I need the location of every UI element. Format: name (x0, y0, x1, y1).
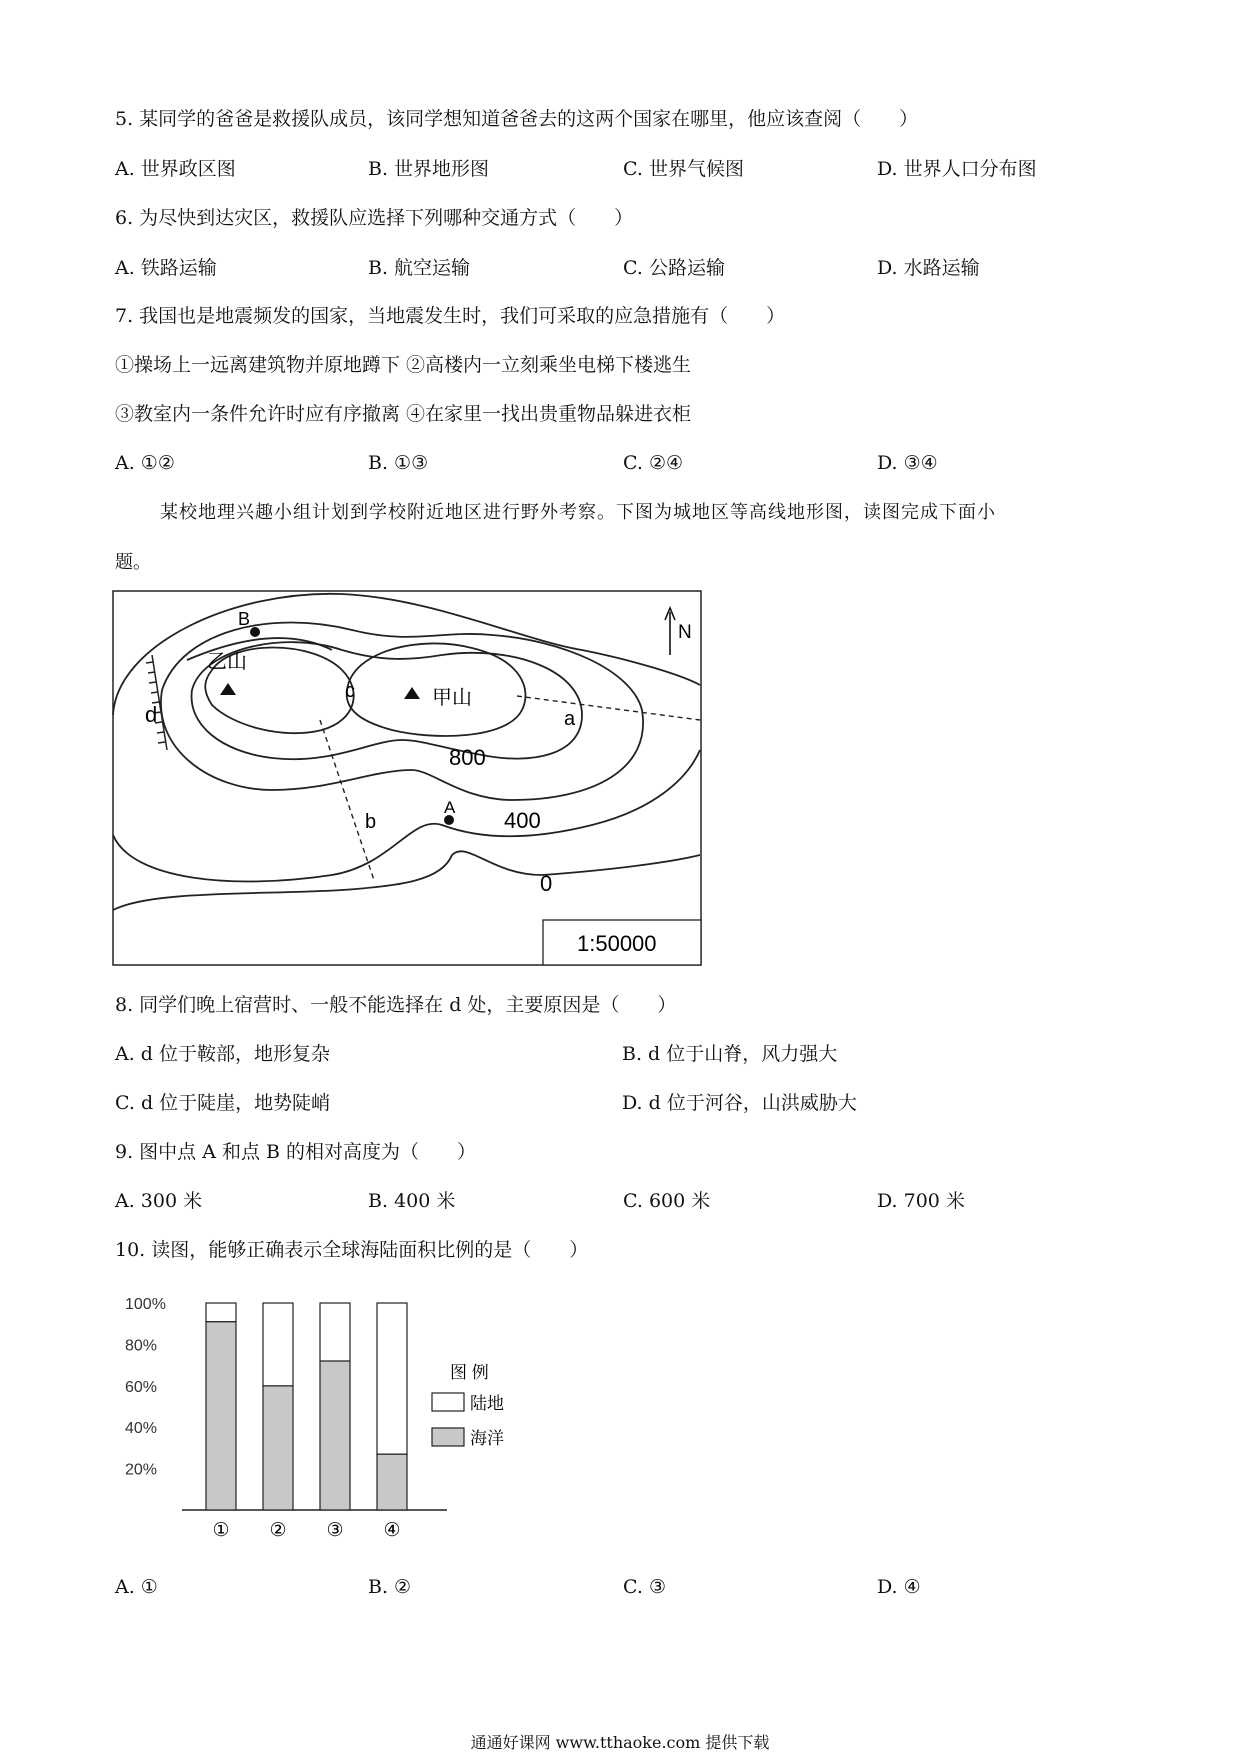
bar-ocean (377, 1454, 407, 1510)
map-frame (113, 591, 701, 965)
q7-option-b[interactable]: B. ①③ (368, 452, 429, 474)
legend-ocean-label: 海洋 (470, 1429, 504, 1448)
bar-land (263, 1303, 293, 1386)
q7-option-d[interactable]: D. ③④ (877, 452, 938, 474)
question-10-stem: 10. 读图，能够正确表示全球海陆面积比例的是（ ） (115, 1239, 589, 1261)
q6-option-a[interactable]: A. 铁路运输 (115, 257, 217, 279)
contour-map (112, 590, 702, 966)
label-b: B (238, 609, 251, 629)
x-category-label: ④ (383, 1520, 401, 1541)
q7-option-c[interactable]: C. ②④ (623, 452, 684, 474)
y-tick-label: 20% (125, 1461, 158, 1479)
label-a: a (564, 708, 576, 730)
q5-option-c[interactable]: C. 世界气候图 (623, 158, 744, 180)
label-d: d (145, 702, 158, 727)
q8-option-b[interactable]: B. d 位于山脊，风力强大 (622, 1043, 838, 1065)
label-yishan: 乙山 (207, 651, 247, 673)
q10-option-d[interactable]: D. ④ (877, 1576, 921, 1598)
label-b-valley: b (365, 811, 377, 833)
q9-option-d[interactable]: D. 700 米 (877, 1190, 965, 1212)
x-category-label: ② (269, 1520, 287, 1541)
q9-option-a[interactable]: A. 300 米 (115, 1190, 203, 1212)
footer-watermark: 通通好课网 www.tthaoke.com 提供下载 (470, 1733, 770, 1752)
section-intro: 某校地理兴趣小组计划到学校附近地区进行野外考察。下图为城地区等高线地形图，读图完成下面小 (160, 502, 996, 523)
question-8-stem: 8. 同学们晚上宿营时、一般不能选择在 d 处，主要原因是（ ） (115, 994, 677, 1016)
legend-land-swatch (432, 1393, 464, 1411)
label-jiashan: 甲山 (432, 687, 472, 709)
label-contour-400: 400 (504, 808, 541, 833)
q7-statement-line-1: ①操场上一远离建筑物并原地蹲下 ②高楼内一立刻乘坐电梯下楼逃生 (115, 354, 692, 376)
scale-text: 1:50000 (577, 931, 657, 956)
q8-option-a[interactable]: A. d 位于鞍部，地形复杂 (115, 1043, 331, 1065)
q7-option-a[interactable]: A. ①② (115, 452, 175, 474)
y-tick-label: 80% (125, 1337, 158, 1355)
y-tick-label: 60% (125, 1378, 158, 1396)
y-tick-label: 100% (125, 1296, 166, 1313)
bar-land (377, 1303, 407, 1454)
label-north: N (678, 622, 692, 643)
q5-option-a[interactable]: A. 世界政区图 (115, 158, 236, 180)
bar-land (320, 1303, 350, 1361)
question-7-stem: 7. 我国也是地震频发的国家，当地震发生时，我们可采取的应急措施有（ ） (115, 305, 786, 327)
point-b-marker (250, 627, 260, 637)
bar-ocean (320, 1361, 350, 1510)
label-c: c (345, 680, 355, 702)
x-category-label: ③ (326, 1520, 344, 1541)
q9-option-b[interactable]: B. 400 米 (368, 1190, 456, 1212)
q10-option-b[interactable]: B. ② (368, 1576, 412, 1598)
q6-option-c[interactable]: C. 公路运输 (623, 257, 725, 279)
section-intro-cont: 题。 (115, 552, 151, 573)
bar-land (206, 1303, 236, 1322)
q6-option-b[interactable]: B. 航空运输 (368, 257, 471, 279)
legend-title: 图 例 (450, 1363, 489, 1382)
bar-ocean (263, 1386, 293, 1510)
x-category-label: ① (212, 1520, 230, 1541)
q8-option-c[interactable]: C. d 位于陡崖，地势陡峭 (115, 1092, 331, 1114)
q9-option-c[interactable]: C. 600 米 (623, 1190, 711, 1212)
q8-option-d[interactable]: D. d 位于河谷，山洪威胁大 (622, 1092, 857, 1114)
label-contour-0: 0 (540, 871, 553, 896)
legend-land-label: 陆地 (470, 1394, 504, 1413)
question-9-stem: 9. 图中点 A 和点 B 的相对高度为（ ） (115, 1141, 477, 1163)
q7-statement-line-2: ③教室内一条件允许时应有序撤离 ④在家里一找出贵重物品躲进衣柜 (115, 403, 692, 425)
sea-land-bar-chart (110, 1285, 530, 1545)
q5-option-d[interactable]: D. 世界人口分布图 (877, 158, 1037, 180)
question-5-stem: 5. 某同学的爸爸是救援队成员，该同学想知道爸爸去的这两个国家在哪里，他应该查阅（ ） (115, 108, 919, 130)
q10-option-c[interactable]: C. ③ (623, 1576, 666, 1598)
q5-option-b[interactable]: B. 世界地形图 (368, 158, 490, 180)
y-tick-label: 40% (125, 1420, 158, 1438)
bar-ocean (206, 1322, 236, 1510)
question-6-stem: 6. 为尽快到达灾区，救援队应选择下列哪种交通方式（ ） (115, 207, 634, 229)
legend-ocean-swatch (432, 1428, 464, 1446)
label-contour-800: 800 (449, 745, 486, 770)
q10-option-a[interactable]: A. ① (115, 1576, 158, 1598)
q6-option-d[interactable]: D. 水路运输 (877, 257, 980, 279)
label-point-a: A (444, 798, 456, 817)
